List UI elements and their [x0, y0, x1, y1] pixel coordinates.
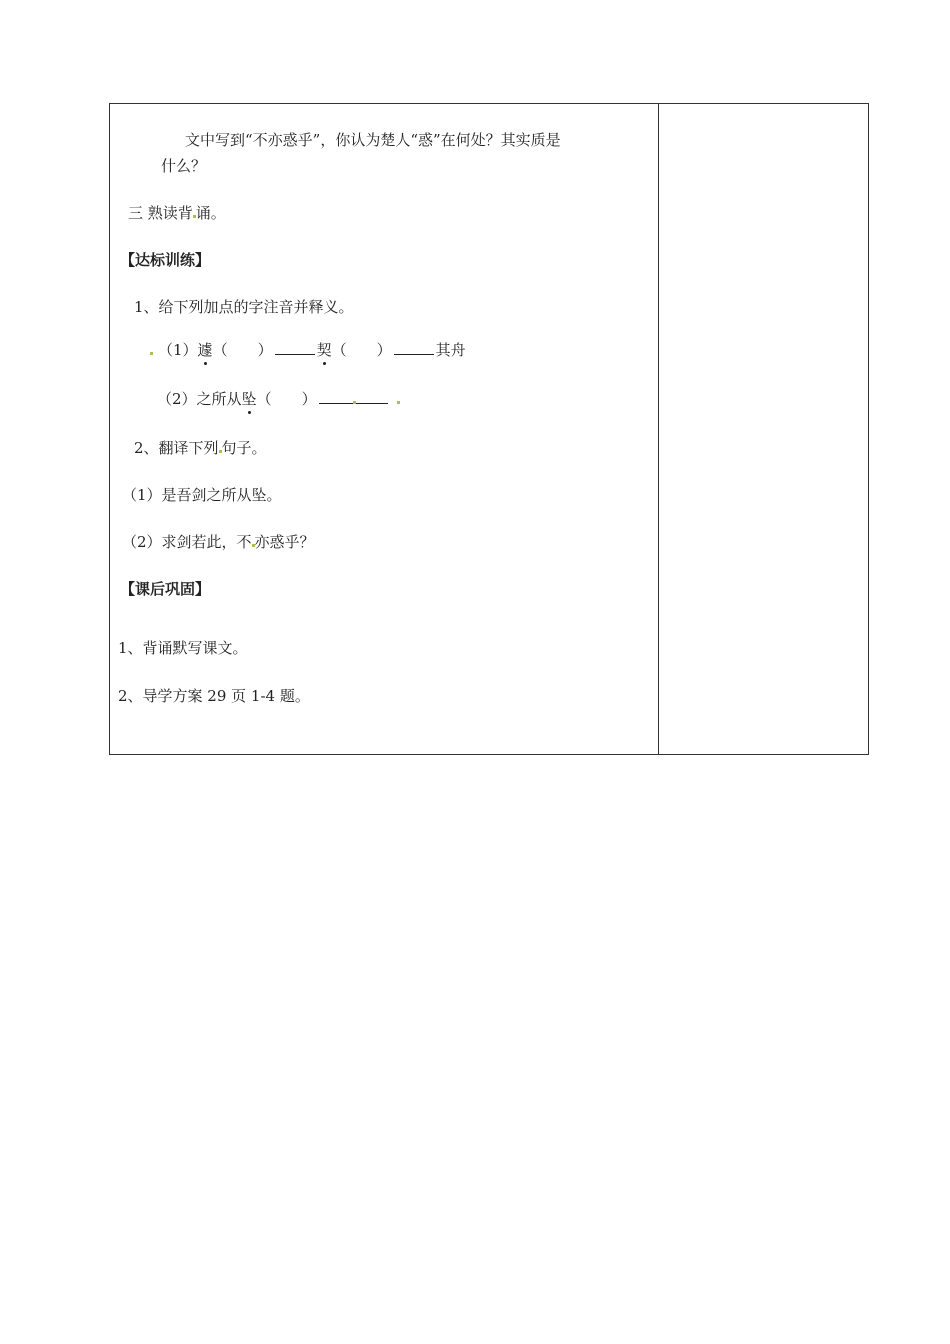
question-line-2: 什么？ — [161, 157, 207, 175]
q2-item2-prefix: （2）求剑若此，不 — [122, 533, 252, 551]
homework-item-2: 2、导学方案 29 页 1-4 题。 — [118, 687, 310, 705]
homework-item-1: 1、背诵默写课文。 — [118, 639, 248, 657]
q1-item2-paren: （ ） — [256, 390, 317, 408]
answer-blank — [394, 340, 434, 355]
content-table — [109, 103, 869, 755]
answer-blank — [319, 389, 353, 404]
heading-homework: 【课后巩固】 — [120, 580, 211, 598]
answer-blank — [356, 389, 388, 404]
q2-title-suffix: 句子。 — [221, 439, 267, 457]
q1-item-2 — [157, 389, 400, 409]
dotted-char-zhui: 坠 — [241, 390, 257, 408]
q2-title — [134, 438, 267, 458]
heading-practice: 【达标训练】 — [120, 251, 211, 269]
q2-item-1: （1）是吾剑之所从坠。 — [122, 486, 282, 504]
question-line-1: 文中写到“不亦惑乎”，你认为楚人“惑”在何处？其实质是 — [185, 131, 561, 149]
q1-item1-suffix: 其舟 — [435, 341, 466, 359]
q1-item1-prefix: （1） — [158, 341, 198, 359]
section-three-prefix: 三 熟读背 — [128, 204, 193, 222]
q1-item1-paren2: （ ） — [331, 341, 392, 359]
section-three-suffix: 诵。 — [195, 204, 226, 222]
q2-title-prefix: 2、翻译下列 — [134, 439, 219, 457]
q1-item-1 — [150, 340, 466, 360]
dotted-char-ju: 遽 — [197, 341, 213, 359]
dotted-char-qi: 契 — [316, 341, 332, 359]
q1-item2-prefix: （2）之所从 — [157, 390, 242, 408]
section-three — [128, 203, 226, 223]
green-mark — [397, 401, 400, 404]
q2-item-2 — [122, 532, 315, 552]
column-divider — [658, 104, 659, 754]
green-mark — [150, 352, 153, 355]
answer-blank — [275, 340, 315, 355]
q1-title: 1、给下列加点的字注音并释义。 — [134, 298, 354, 316]
q1-item1-paren: （ ） — [212, 341, 273, 359]
q2-item2-suffix: 亦惑乎？ — [254, 533, 315, 551]
